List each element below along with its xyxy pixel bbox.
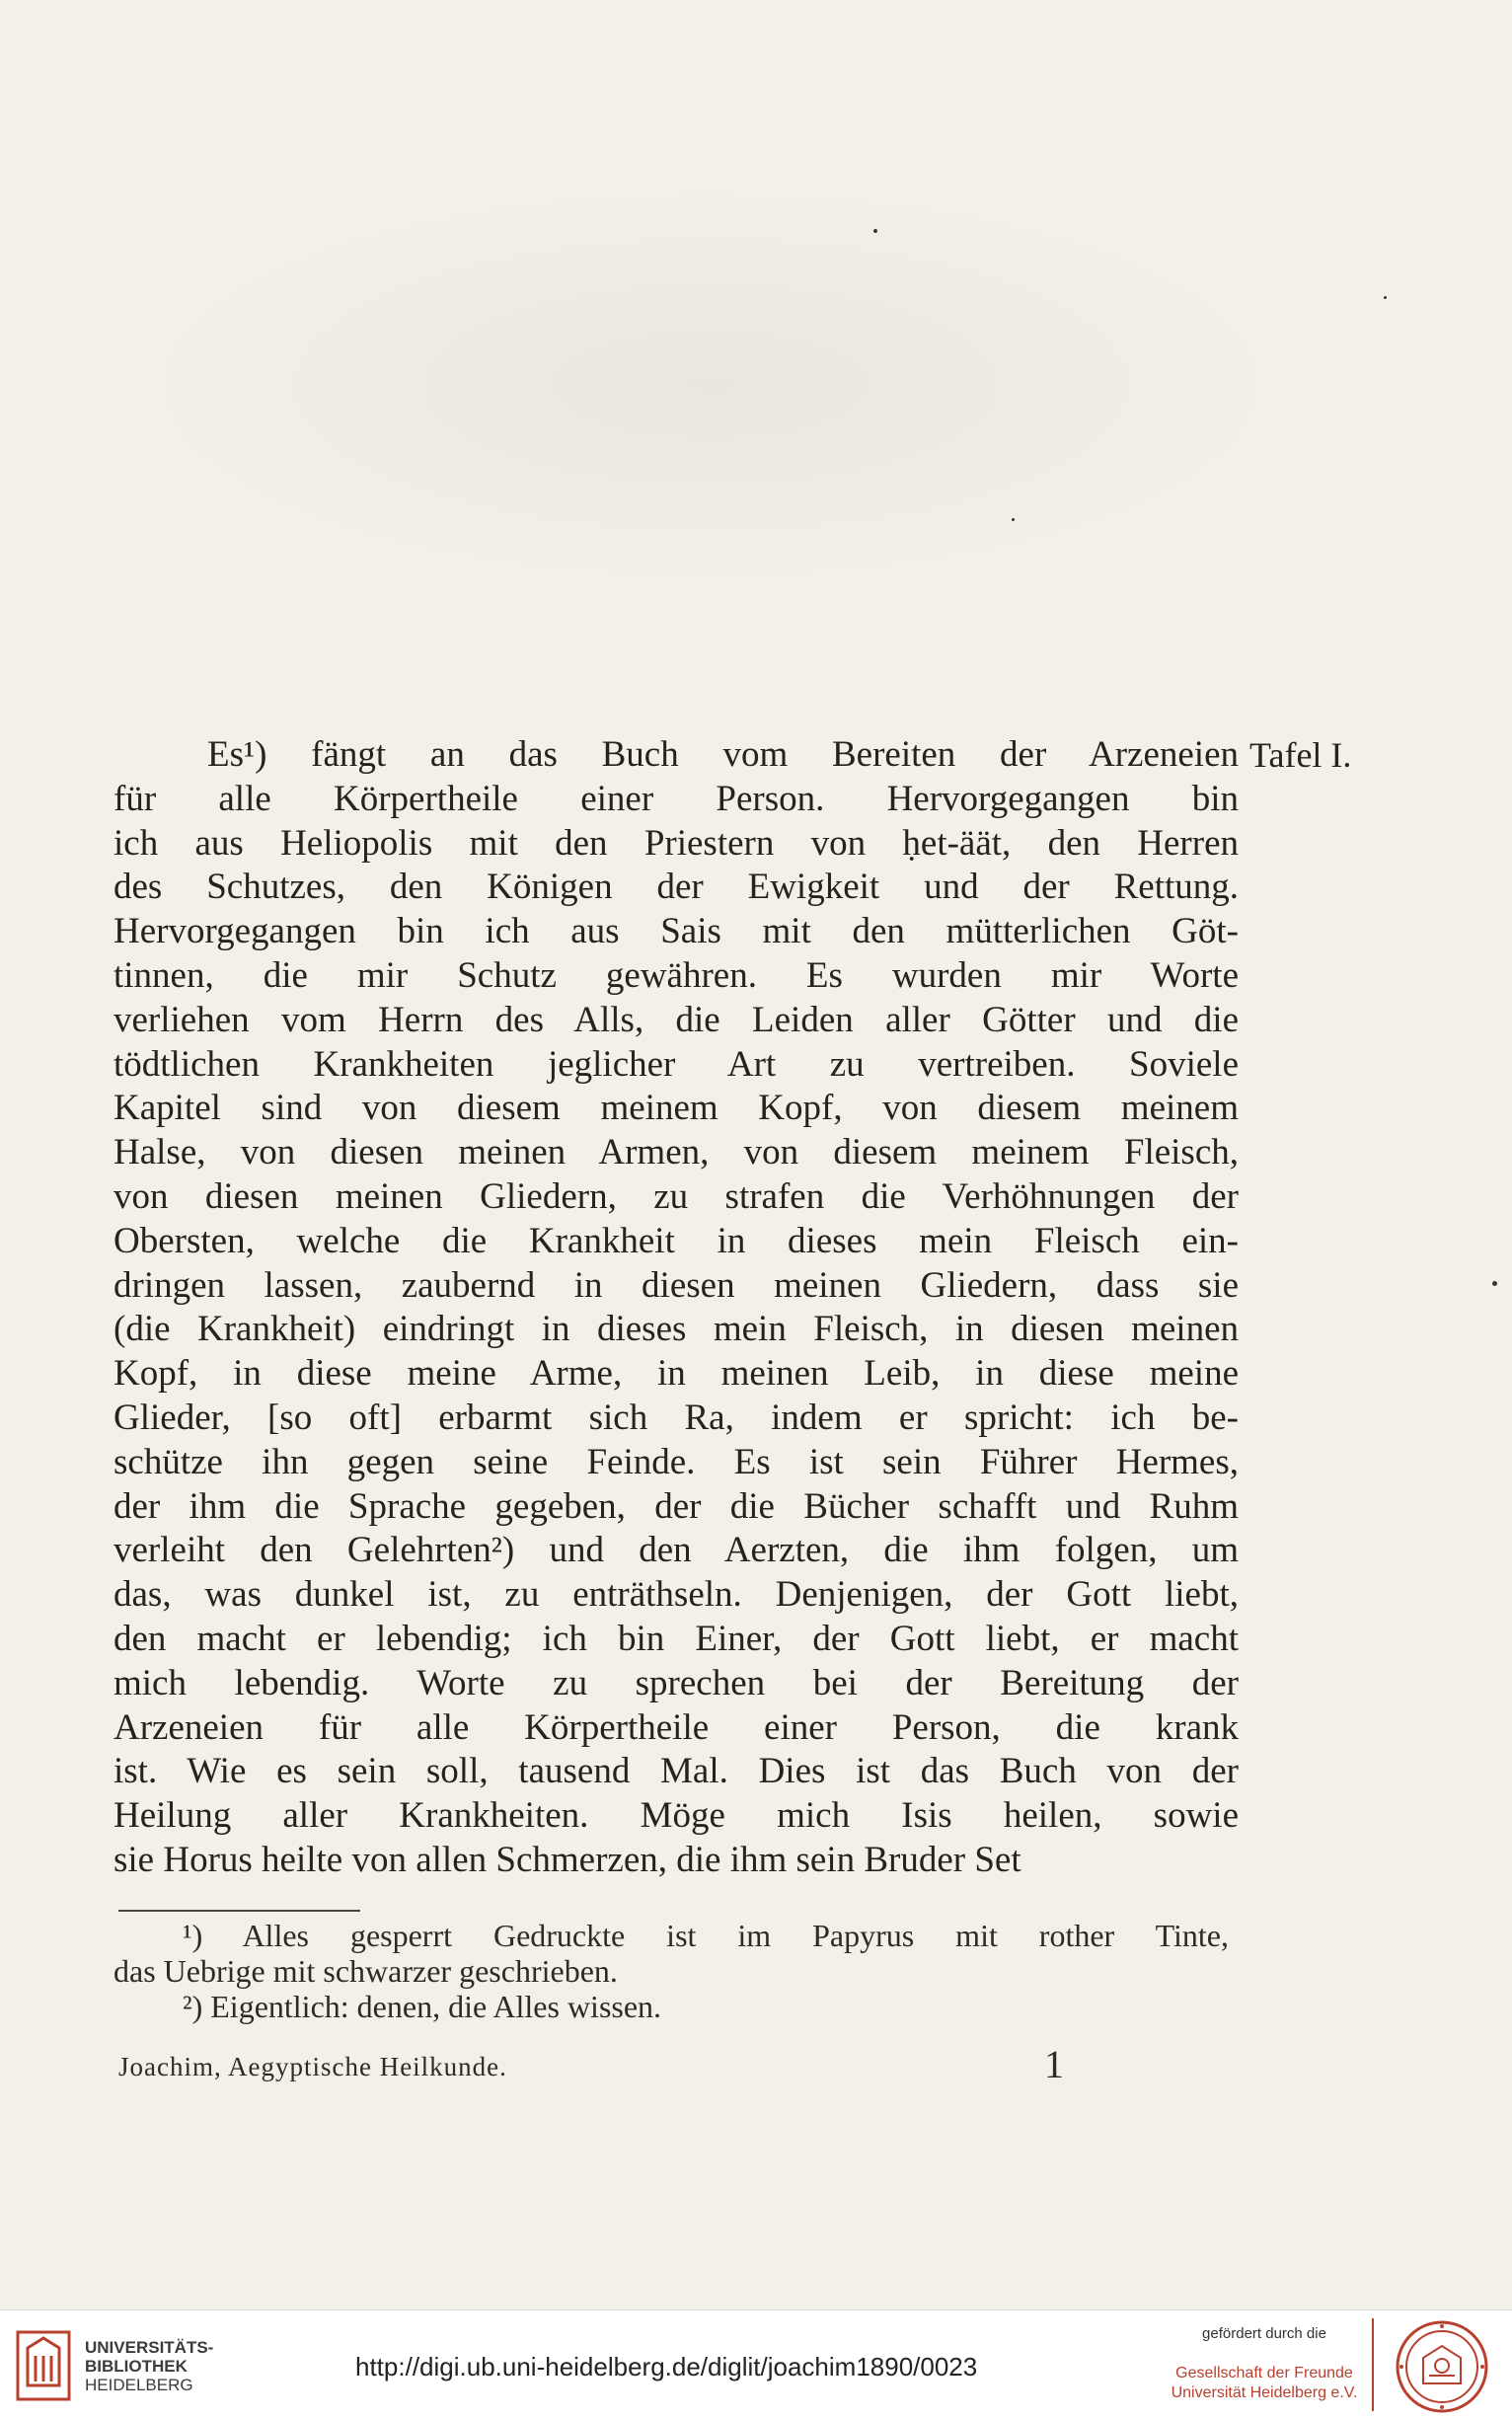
footnote-line: ²) Eigentlich: denen, die Alles wissen. [183, 1989, 662, 2024]
show-through-shadow [118, 178, 1303, 592]
scan-speck [1492, 1281, 1497, 1286]
body-line: verleiht den Gelehrten²) und den Aerzten, die ihm folgen, um [113, 1530, 1239, 1571]
body-line: Glieder, [so oft] erbarmt sich Ra, indem er spricht: ich be- [113, 1397, 1239, 1438]
scan-speck [1012, 518, 1015, 521]
sponsor-block [1171, 2325, 1358, 2403]
footnote-line: das Uebrige mit schwarzer geschrieben. [113, 1953, 618, 1989]
body-line: den macht er lebendig; ich bin Einer, der Gott liebt, er macht [113, 1618, 1239, 1659]
body-line: das, was dunkel ist, zu enträthseln. Denjenigen, der Gott liebt, [113, 1574, 1239, 1616]
university-library-logo-icon [14, 2328, 73, 2403]
body-line: der ihm die Sprache gegeben, der die Bücher schafft und Ruhm [113, 1485, 1239, 1527]
footnote-rule [118, 1910, 360, 1912]
body-line: von diesen meinen Gliedern, zu strafen die Verhöhnungen der [113, 1175, 1239, 1217]
footer-divider [1372, 2318, 1374, 2411]
scan-speck [873, 229, 877, 233]
permalink[interactable]: http://digi.ub.uni-heidelberg.de/diglit/joachim1890/0023 [355, 2352, 978, 2381]
library-name-line: BIBLIOTHEK [85, 2357, 188, 2376]
library-name-line: HEIDELBERG [85, 2376, 193, 2394]
sponsor-label: gefördert durch die [1202, 2325, 1326, 2342]
body-line: des Schutzes, den Königen der Ewigkeit und der Rettung. [113, 867, 1239, 908]
body-line: sie Horus heilte von allen Schmerzen, die ihm sein Bruder Set [113, 1839, 1021, 1880]
body-line: ich aus Heliopolis mit den Priestern von ḥet-äät, den Herren [113, 822, 1239, 864]
body-line: Halse, von diesen meinen Armen, von diesem meinem Fleisch, [113, 1132, 1239, 1173]
body-line: Hervorgegangen bin ich aus Sais mit den mütterlichen Göt- [113, 911, 1239, 952]
body-line: mich lebendig. Worte zu sprechen bei der Bereitung der [113, 1662, 1239, 1703]
university-seal-icon [1394, 2318, 1490, 2415]
library-name-line: UNIVERSITÄTS- [85, 2338, 214, 2357]
body-line: Es¹) fängt an das Buch vom Bereiten der Arzeneien [207, 734, 1239, 775]
body-text [113, 733, 1239, 1883]
body-line: tödtlichen Krankheiten jeglicher Art zu vertreiben. Soviele [113, 1043, 1239, 1085]
marginal-note: Tafel I. [1249, 735, 1352, 775]
body-line: Kapitel sind von diesem meinem Kopf, von diesem meinem [113, 1088, 1239, 1129]
footer-bar [0, 2309, 1512, 2419]
body-line: verliehen vom Herrn des Alls, die Leiden aller Götter und die [113, 999, 1239, 1040]
page-number: 1 [1044, 2042, 1064, 2086]
body-line: dringen lassen, zaubernd in diesen meinen Gliedern, dass sie [113, 1264, 1239, 1306]
scan-speck [1384, 296, 1387, 299]
body-line: Arzeneien für alle Körpertheile einer Person, die krank [113, 1706, 1239, 1748]
body-line: tinnen, die mir Schutz gewähren. Es wurden mir Worte [113, 954, 1239, 996]
body-line: Heilung aller Krankheiten. Möge mich Isis heilen, sowie [113, 1795, 1239, 1837]
body-line: Obersten, welche die Krankheit in dieses mein Fleisch ein- [113, 1220, 1239, 1261]
sponsor-org: Gesellschaft der Freunde [1175, 2365, 1353, 2381]
footnote-line: ¹) Alles gesperrt Gedruckte ist im Papyrus mit rother Tinte, [183, 1918, 1229, 1953]
body-line: ist. Wie es sein soll, tausend Mal. Dies ist das Buch von der [113, 1751, 1239, 1792]
sponsor-org: Universität Heidelberg e.V. [1171, 2384, 1358, 2401]
body-line: Kopf, in diese meine Arme, in meinen Leib, in diese meine [113, 1353, 1239, 1395]
body-line: schütze ihn gegen seine Feinde. Es ist sein Führer Hermes, [113, 1441, 1239, 1482]
body-line: für alle Körpertheile einer Person. Hervorgegangen bin [113, 778, 1239, 819]
printer-signature: Joachim, Aegyptische Heilkunde. [118, 2052, 507, 2081]
library-name [85, 2338, 213, 2394]
body-line: (die Krankheit) eindringt in dieses mein Fleisch, in diesen meinen [113, 1309, 1239, 1350]
footnotes [113, 1918, 1229, 2024]
